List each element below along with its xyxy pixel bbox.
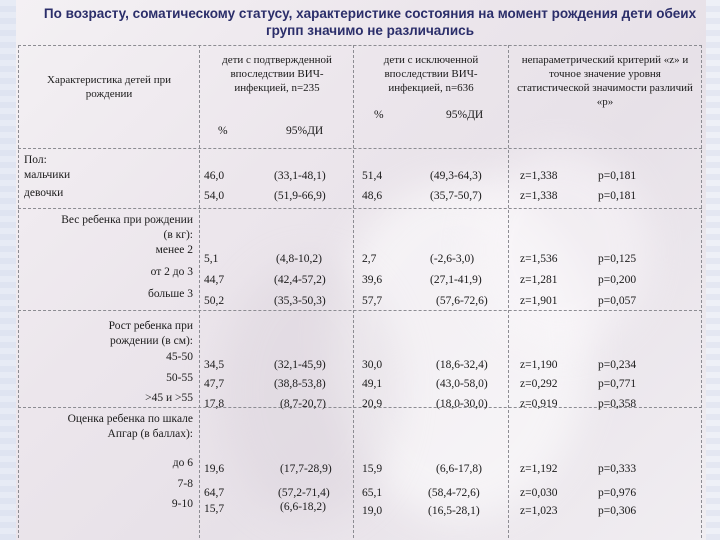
value-b-pct: 15,9 (362, 463, 383, 475)
value-b-pct: 65,1 (362, 487, 383, 499)
slide-title: По возрасту, соматическому статусу, характеристике состояния на момент рождения дети обеих групп значимо не различались (43, 6, 697, 38)
header-confirmed-hiv: дети с подтвержденной впоследствии ВИЧ-инфекцией, n=235 (222, 54, 332, 94)
value-p: p=0,306 (598, 505, 637, 517)
value-z: z=0,292 (520, 378, 558, 390)
value-a-ci: (17,7-28,9) (280, 463, 332, 475)
table-divider (508, 45, 509, 538)
value-a-ci: (42,4-57,2) (274, 274, 326, 286)
value-b-pct: 39,6 (362, 274, 383, 286)
value-b-ci: (27,1-41,9) (430, 274, 482, 286)
value-z: z=1,338 (520, 170, 558, 182)
value-a-ci: (33,1-48,1) (274, 170, 326, 182)
section-title-apgar: Оценка ребенка по шкале Апгар (в баллах): (67, 413, 193, 440)
section-title-height: Рост ребенка при рождении (в см): (108, 320, 193, 347)
value-a-pct: 47,7 (204, 378, 225, 390)
value-b-ci: (35,7-50,7) (430, 190, 482, 202)
value-b-pct: 20,9 (362, 398, 383, 410)
value-p: p=0,057 (598, 295, 637, 307)
value-a-pct: 54,0 (204, 190, 225, 202)
header-percent: % (218, 125, 228, 137)
value-a-pct: 19,6 (204, 463, 225, 475)
value-z: z=1,338 (520, 190, 558, 202)
value-p: p=0,234 (598, 359, 637, 371)
value-b-pct: 49,1 (362, 378, 383, 390)
value-z: z=1,192 (520, 463, 558, 475)
value-p: p=0,333 (598, 463, 637, 475)
table-border-right (701, 45, 702, 538)
value-z: z=1,190 (520, 359, 558, 371)
value-b-pct: 19,0 (362, 505, 383, 517)
value-b-pct: 48,6 (362, 190, 383, 202)
row-label: девочки (24, 187, 64, 199)
value-z: z=0,919 (520, 398, 558, 410)
row-label: больше 3 (147, 288, 193, 300)
row-label: мальчики (24, 169, 71, 181)
header-percent: % (374, 109, 384, 121)
value-a-ci: (8,7-20,7) (280, 398, 326, 410)
value-a-pct: 46,0 (204, 170, 225, 182)
value-b-pct: 2,7 (362, 253, 377, 265)
value-a-ci: (6,6-18,2) (280, 501, 326, 513)
value-b-ci: (43,0-58,0) (436, 378, 488, 390)
value-a-pct: 64,7 (204, 487, 225, 499)
value-b-ci: (18,6-32,4) (436, 359, 488, 371)
header-characteristic: Характеристика детей при рождении (47, 74, 171, 100)
value-p: p=0,976 (598, 487, 637, 499)
value-b-ci: (-2,6-3,0) (430, 253, 475, 265)
header-ci: 95%ДИ (446, 109, 484, 121)
value-b-pct: 51,4 (362, 170, 383, 182)
row-label: 45-50 (166, 351, 193, 363)
value-b-ci: (18,0-30,0) (436, 398, 488, 410)
left-edge-decoration (0, 0, 16, 540)
value-b-ci: (57,6-72,6) (436, 295, 488, 307)
section-title-sex: Пол: (24, 154, 47, 166)
row-label: до 6 (172, 457, 193, 469)
value-p: p=0,125 (598, 253, 637, 265)
header-z-test: непараметрический критерий «z» и точное значение уровня статистической значимости различий «р» (517, 54, 693, 108)
value-a-ci: (51,9-66,9) (274, 190, 326, 202)
table-divider (353, 45, 354, 538)
table-row-divider (18, 310, 702, 311)
row-label: 9-10 (171, 498, 193, 510)
data-table (18, 45, 702, 538)
value-b-ci: (16,5-28,1) (428, 505, 480, 517)
value-a-pct: 5,1 (204, 253, 219, 265)
value-a-ci: (57,2-71,4) (278, 487, 330, 499)
right-edge-decoration (706, 0, 720, 540)
value-a-ci: (32,1-45,9) (274, 359, 326, 371)
value-a-pct: 50,2 (204, 295, 225, 307)
row-label: 50-55 (166, 372, 193, 384)
value-a-ci: (38,8-53,8) (274, 378, 326, 390)
value-b-ci: (49,3-64,3) (430, 170, 482, 182)
value-b-ci: (58,4-72,6) (428, 487, 480, 499)
header-excluded-hiv: дети с исключенной впоследствии ВИЧ-инфекцией, n=636 (383, 54, 479, 94)
value-p: p=0,771 (598, 378, 637, 390)
value-b-pct: 30,0 (362, 359, 383, 371)
table-border-top (18, 45, 702, 46)
value-a-ci: (4,8-10,2) (276, 253, 322, 265)
value-p: p=0,181 (598, 170, 637, 182)
value-a-ci: (35,3-50,3) (274, 295, 326, 307)
row-label: 7-8 (177, 478, 193, 490)
value-z: z=1,901 (520, 295, 558, 307)
row-label: менее 2 (155, 244, 193, 256)
header-ci: 95%ДИ (286, 125, 324, 137)
value-a-pct: 17,8 (204, 398, 225, 410)
table-divider (199, 45, 200, 538)
row-label: от 2 до 3 (150, 266, 193, 278)
section-title-weight: Вес ребенка при рождении (в кг): (61, 214, 193, 241)
value-p: p=0,358 (598, 398, 637, 410)
value-z: z=1,023 (520, 505, 558, 517)
value-a-pct: 34,5 (204, 359, 225, 371)
value-z: z=1,536 (520, 253, 558, 265)
row-label: >45 и >55 (145, 392, 193, 404)
value-z: z=1,281 (520, 274, 558, 286)
value-a-pct: 44,7 (204, 274, 225, 286)
table-row-divider (18, 208, 702, 209)
value-b-pct: 57,7 (362, 295, 383, 307)
value-z: z=0,030 (520, 487, 558, 499)
table-border-left (18, 45, 19, 538)
value-b-ci: (6,6-17,8) (436, 463, 482, 475)
value-p: p=0,200 (598, 274, 637, 286)
table-row-divider (18, 148, 702, 149)
value-a-pct: 15,7 (204, 503, 225, 515)
value-p: p=0,181 (598, 190, 637, 202)
